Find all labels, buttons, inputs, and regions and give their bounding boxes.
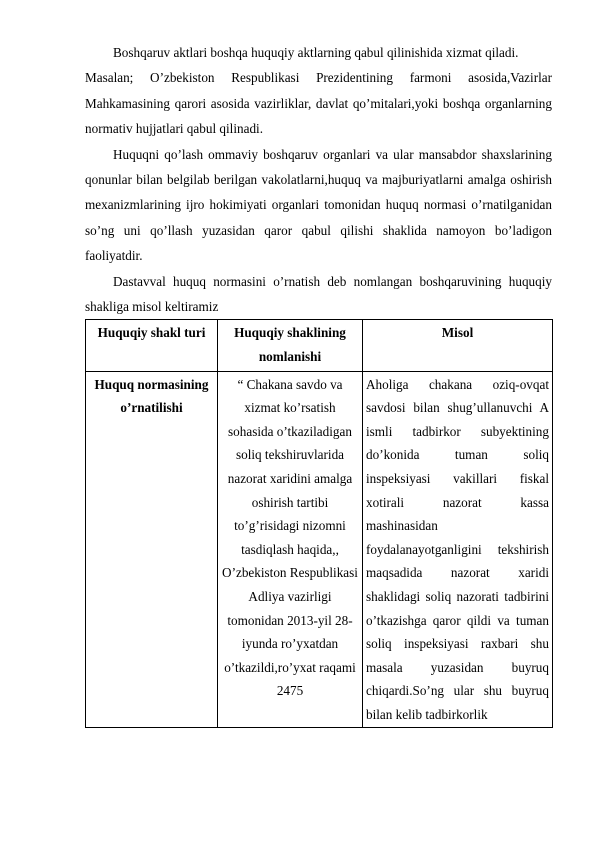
paragraph-1: Boshqaruv aktlari boshqa huquqiy aktlarning qabul qilinishida xizmat qiladi. — [113, 45, 519, 60]
cell-form-name: “ Chakana savdo va xizmat ko’rsatish sohasida o’tkaziladigan soliq tekshiruvlarida nazorat xaridini amalga oshirish tartibi to’g’risidagi nizomni tasdiqlash haqida,, O’zbekiston Respublikasi Adliya vazirligi tomonidan 2013-yil 28-iyunda ro’yxatdan o’tkazildi,ro’yxat raqami 2475 — [218, 371, 363, 727]
cell-form-type: Huquq normasining o’rnatilishi — [86, 371, 218, 727]
table-row — [86, 371, 553, 727]
cell-example: Aholiga chakana oziq-ovqat savdosi bilan shug’ullanuvchi A ismli tadbirkor subyektining do’konida tuman soliq inspeksiyasi vakillari fiskal xotirali nazorat kassa mashinasidan foydalanayotganligini tekshirish maqsadida nazorat xaridi shaklidagi soliq nazorati tadbirini o’tkazishga qaror qildi va tuman soliq inspeksiyasi raxbari shu masala yuzasidan buyruq chiqardi.So’ng ular shu buyruq bilan kelib tadbirkorlik — [363, 371, 553, 727]
document-page — [85, 40, 552, 728]
legal-forms-table — [85, 319, 553, 727]
header-form-type: Huquqiy shakl turi — [86, 320, 218, 371]
header-example: Misol — [363, 320, 553, 371]
paragraph-3: Huquqni qo’lash ommaviy boshqaruv organlari va ular mansabdor shaxslarining qonunlar bilan belgilab berilgan vakolatlarni,huquq va majburiyatlarni amalga oshirish mexanizmlarining ijro hokimiyati organlari tomonidan huquq normasi o’rnatilganidan so’ng uni qo’llash yuzasidan qaror qabul qilishi shaklida namoyon bo’ladigon faoliyatdir. — [85, 146, 552, 264]
paragraph-2: Masalan; O’zbekiston Respublikasi Prezidentining farmoni asosida,Vazirlar Mahkamasining qarori asosida vazirliklar, davlat qo’mitalari,yoki boshqa organlarning normativ hujjatlari qabul qilinadi. — [85, 70, 552, 137]
header-form-name: Huquqiy shaklining nomlanishi — [218, 320, 363, 371]
table-header-row — [86, 320, 553, 371]
paragraph-4: Dastavval huquq normasini o’rnatish deb nomlangan boshqaruvining huquqiy shakliga misol keltiramiz — [85, 273, 552, 315]
